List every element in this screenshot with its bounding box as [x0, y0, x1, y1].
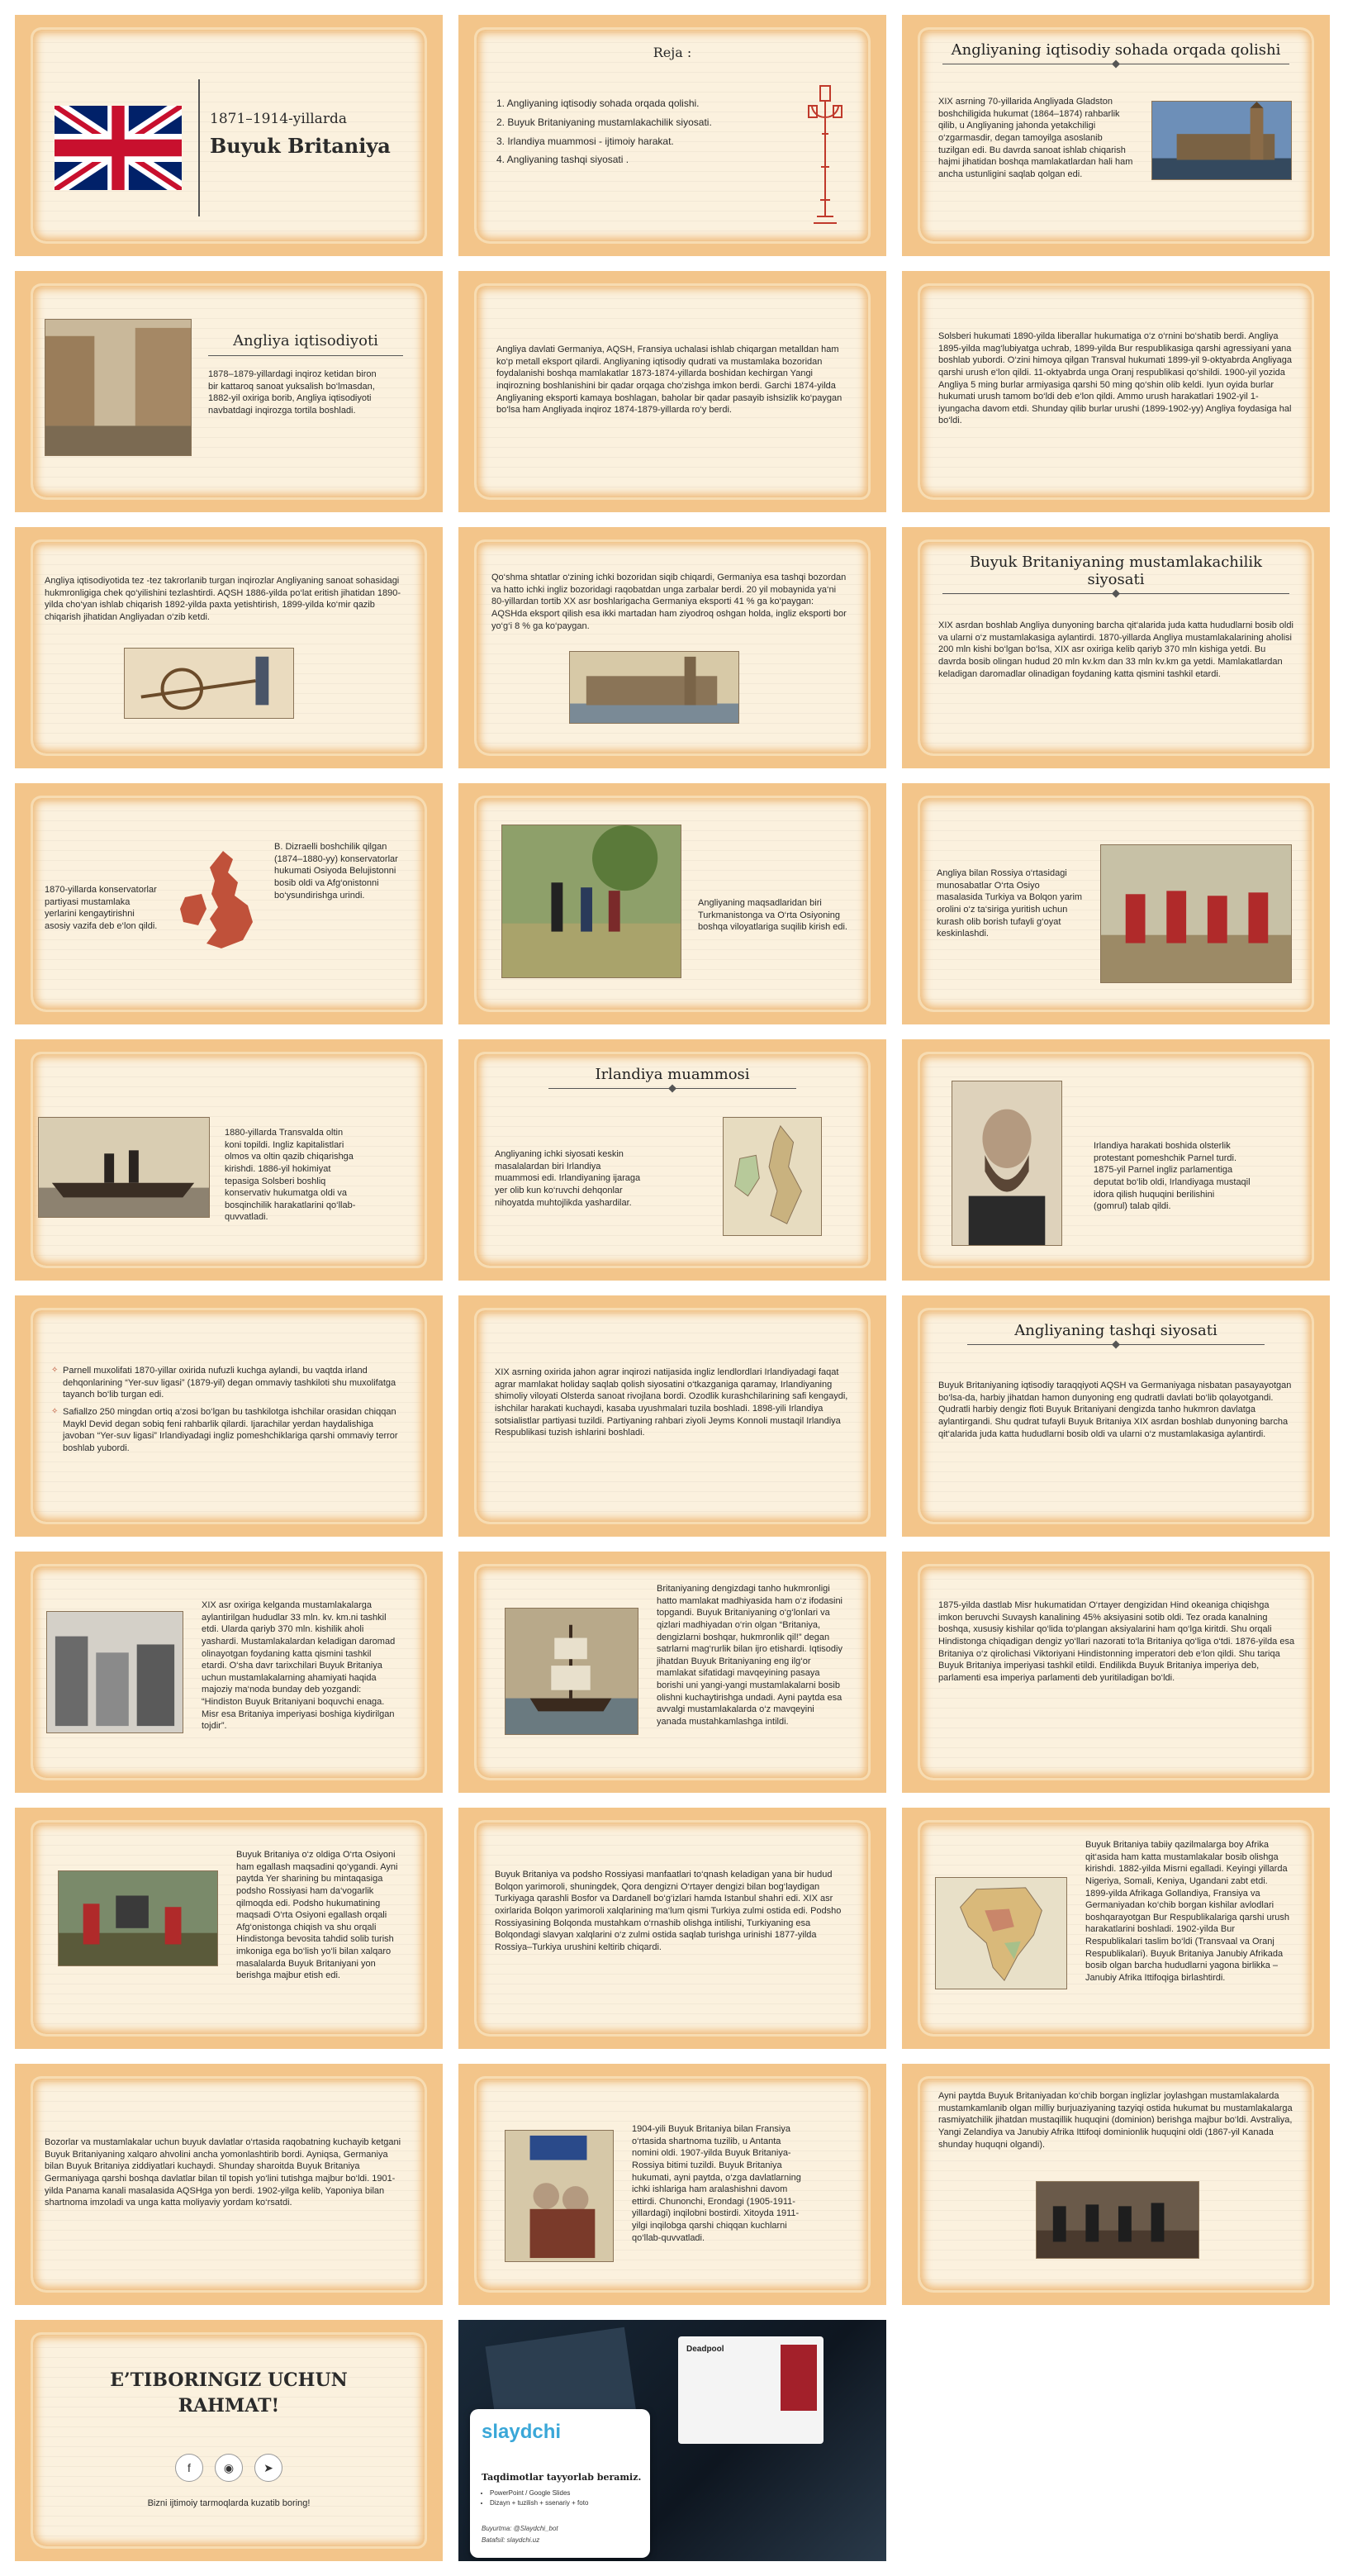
slide-text: XIX asrdan boshlab Angliya dunyoning barcha qit‘alarida juda katta hududlarni bosib oldi va ularni o‘z mustamlakasiga aylantirdi. 1870-yillarda Angliya mustamlakalarining aholisi 200 mln kishi bo‘lgan bo‘lsa, XIX asr oxiriga kelib qariyb 370 mln kishiga yetdi. Bu davrda bosib olingan hudud 20 mln kv.km dan 33 mln kv.km ga yetdi. Mamlakatlardan keladigan daromadlar olinadigan foydaning katta qismini tashkil etardi. — [938, 620, 1293, 679]
africa-map-image — [935, 1877, 1067, 1989]
slide-title: Angliya iqtisodiyoti — [233, 332, 378, 349]
slide-text: Buyuk Britaniya va podsho Rossiyasi manfaatlari to‘qnash keladigan yana bir hudud Bolqon yarimoroli, shuningdek, Qora dengizni O‘rtayer dengizi bilan bog‘laydigan Turkiyaga qarashli Bosfor va Dardanell bo‘g‘izlari hamda Istanbul shahri edi. XIX asr oxirlarida Bolqon yarimoroli xalqlarining ma‘lum qismi Turkiya zulmi ostida edi. Podsho Rossiyasining Bolqonda mustahkam o‘rnashib olishga intilishi, Turkiyaning esa Bolqondagi slavyan xalqlarini o‘z zulmi ostida saqlab turishga urinishi 1877-yilda Rossiya–Turkiya urushini keltirib chiqardi. — [495, 1870, 842, 1952]
promo-services — [490, 2488, 588, 2508]
slide-11[interactable] — [458, 783, 886, 1024]
slide-text: XIX asr oxiriga kelganda mustamlakalarga aylantirilgan hududlar 33 mln. kv. km.ni tashkil etdi. Ularda qariyb 370 mln. kishilik aholi yashardi. Mustamlakalardan keladigan daromad olinayotgan foydaning katta qismini tashkil etardi. O‘sha davr tarixchilari Buyuk Britaniya uchun mustamlakalarning ahamiyati haqida majoziy ma‘noda bunday deb yozgandi: “Hindiston Buyuk Britaniyani boquvchi enaga. Misr esa Britaniya imperiyasi boshiga kiydirilgan tojdir”. — [202, 1600, 396, 1732]
slide-text-right: B. Dizraelli boshchilik qilgan (1874–1880-yy) konservatorlar hukumati Osiyoda Belujistonni bosib oldi va Afg‘onistonni bo‘ysundirishga urindi. — [274, 842, 398, 901]
slide-13[interactable] — [15, 1039, 443, 1281]
bullet-item: ✧ Parnell muxolifati 1870-yillar oxirida nufuzli kuchga aylandi, bu vaqtda irland dehqonlarining “Yer-suv ligasi” (1879-yil) degan ommaviy tashkiloti shu muxolifatga tayanch bo‘lib turgan edi. — [51, 1365, 406, 1401]
slide-4[interactable] — [15, 271, 443, 512]
slide-title: Irlandiya muammosi — [548, 1066, 796, 1089]
slide-text: 1878–1879-yillardagi inqiroz ketidan biron bir kattaroq sanoat yuksalish bo‘lmasdan, 1882-yil oxiriga borib, Angliya iqtisodiyoti navbatdagi inqirozga tortila boshladi. — [208, 369, 377, 416]
slide-3[interactable] — [902, 15, 1330, 256]
ireland-map-image — [723, 1117, 822, 1236]
slide-main-title: Buyuk Britaniya — [210, 134, 391, 158]
slide-text: Irlandiya harakati boshida olsterlik protestant pomeshchik Parnel turdi. 1875-yil Parnel ingliz parlamentiga deputat bo‘lib oldi, Irlandiyaga mustaqil idora qilish huquqini berilishini (gomrul) talab qildi. — [1094, 1141, 1251, 1212]
promo-contact-bot[interactable]: Buyurtma: @Slaydchi_bot — [482, 2525, 558, 2532]
slide-text-left: 1870-yillarda konservatorlar partiyasi mustamlaka yerlarini kengaytirishni asosiy vazifa deb e‘lon qildi. — [45, 885, 158, 931]
slide-text: 1880-yillarda Transvalda oltin koni topildi. Ingliz kapitalistlari olmos va oltin qazib chiqarishga kirishdi. 1886-yil hokimiyat tepasiga Solsberi boshliq konservativ hukumatga oldi va bosqinchilik harakatlarini qo‘llab-quvvatladi. — [225, 1128, 356, 1223]
slide-24[interactable] — [902, 1808, 1330, 2049]
slide-7[interactable] — [15, 527, 443, 768]
promo-mockup-card — [678, 2336, 824, 2444]
britain-map-icon — [173, 848, 273, 955]
slide-19[interactable] — [15, 1552, 443, 1793]
slide-text: Solsberi hukumati 1890-yilda liberallar hukumatiga o‘z o‘rnini bo‘shatib berdi. Angliya 1895-yilda mag‘lubiyatga uchrab, 1899-yilda Bur respublikasiga qarshi agressiyani yana boshlab yubordi. O‘zini himoya qilgan Transval hukumati 1899-yil 9-oktyabrda Angliyaga qarshi urush e‘lon qildi. 11-oktyabrda unga Oranj respublikasi qo‘shildi. 1900-yil yozida Angliya 5 ming burlar armiyasiga qarshi 50 ming qo‘shin olib keldi. Iyun oyida burlar hukumati urush tamom bo‘ldi deb e‘lon qildi. Ammo urush harakatlari 1902-yil 1-iyungacha davom etdi. Shunday qilib burlar urushi (1899-1902-yy) Angliya foydasiga hal bo‘ldi. — [938, 331, 1293, 426]
promo-card-title: Deadpool — [686, 2345, 724, 2354]
plan-item: 4. Angliyaning tashqi siyosati . — [496, 154, 629, 166]
slide-18[interactable] — [902, 1295, 1330, 1537]
facebook-icon[interactable]: f — [175, 2454, 203, 2482]
slide-5[interactable] — [458, 271, 886, 512]
slide-29-promo[interactable] — [458, 2320, 886, 2561]
social-caption: Bizni ijtimoiy tarmoqlarda kuzatib boring! — [147, 2498, 311, 2508]
steamship-image — [38, 1117, 210, 1218]
slide-9[interactable] — [902, 527, 1330, 768]
plan-list — [496, 94, 761, 169]
cavalry-painting — [1100, 844, 1292, 983]
title-underline — [208, 355, 403, 356]
slide-text: 1904-yili Buyuk Britaniya bilan Fransiya o‘rtasida shartnoma tuzilib, u Antanta nomini oldi. 1907-yilda Buyuk Britaniya-Rossiya bitimi tuzildi. Buyuk Britaniya hukumati, ayni paytda, o‘zga davlatlarning ichki ishlariga ham aralashishni davom ettirdi. Chunonchi, Erondagi (1905-1911-yillardagi) inqilobni bostirdi. Xitoyda 1911-yilgi inqilobga qarshi chiqqan kuchlarni qo‘llab-quvvatladi. — [632, 2124, 801, 2243]
uk-flag-image — [55, 106, 182, 190]
slide-text: Buyuk Britaniya tabiiy qazilmalarga boy Afrika qit‘asida ham katta mustamlakalar bosib olishga kirishdi. 1882-yilda Misrni egalladi. Keyingi yillarda Nigeriya, Somali, Keniya, Ugandani zabt etdi. 1899-yilda Afrikaga Gollandiya, Fransiya va Germaniyadan ko‘chib borgan kishilar avlodlari boshqarayotgan Bur Respublikalariga qarshi urush harakatlarini boshladi. 1902-yilda Bur Respublikalari taslim bo‘ldi (Transvaal va Oranj Respublikalari). Buyuk Britaniya Janubiy Afrikada bosib olgan barcha hududlarni yagona birlikka – Janubiy Afrika Ittifoqiga birlashtirdi. — [1085, 1840, 1290, 1983]
slide-28[interactable] — [15, 2320, 443, 2561]
slide-16[interactable] — [15, 1295, 443, 1537]
london-street-painting — [45, 319, 192, 456]
slide-text: XIX asrning 70-yillarida Angliyada Gladston boshchiligida hukumat (1864–1874) rahbarlik qilib, u Angliyaning jahonda yetakchiligi o‘zgarmasdir, degan tamoyilga asoslanib tuzilgan edi. Bu davrda sanoat ishlab chiqarish hajmi jihatidan boshqa mamlakatlardan hali ham ancha ustunligini saqlab qolgan edi. — [938, 97, 1133, 179]
slide-title: Angliyaning iqtisodiy sohada orqada qolishi — [942, 41, 1289, 64]
slide-14[interactable] — [458, 1039, 886, 1281]
slide-21[interactable] — [902, 1552, 1330, 1793]
plan-item: 1. Angliyaning iqtisodiy sohada orqada qolishi. — [496, 97, 700, 109]
slide-text: Angliya bilan Rossiya o‘rtasidagi munosabatlar O‘rta Osiyo masalasida Turkiya va Bolqon yarim orolini o‘z ta‘siriga yuritish uchun kurash olib borish tufayli g‘oyat keskinlashdi. — [937, 868, 1083, 939]
plan-item: 2. Buyuk Britaniyaning mustamlakachilik siyosati. — [496, 116, 712, 128]
bullet-item: ✧ Safiallzo 250 mingdan ortiq a‘zosi bo‘lgan bu tashkilotga ishchilar orasidan chiqqan Maykl Devid degan sobiq feni rahbarlik qilardi. Ijarachilar yerdan haydalishiga javoban “Yer-suv ligasi” Irlandiyadagi ingliz pomeshchiklariga qarshi ommaviy terror boshlab yubordi. — [51, 1406, 406, 1455]
slide-23[interactable] — [458, 1808, 886, 2049]
city-engraving — [46, 1611, 183, 1733]
slide-grid — [15, 15, 1330, 2561]
slide-text: Ayni paytda Buyuk Britaniyadan ko‘chib borgan inglizlar joylashgan mustamlakalarda mustamkamlanib olgan milliy burjuaziyaning tazyiqi ostida hukumat bu mustamlakalarga rasmiyatchilik jihatdan mustaqillik huquqini (dominion) berishga majbur bo‘ldi. Avstraliya, Yangi Zelandiya va Janubiy Afrika Ittifoqi dominionlik huquqini oldi (1867-yil Kanada shunday huquqni olgandi). — [938, 2091, 1293, 2150]
slide-text: XIX asrning oxirida jahon agrar inqirozi natijasida ingliz lendlordlari Irlandiyadagi faqat agrar mamlakat holiday saqlab qolish siyosatini o‘tkazganiga qaramay, Irlandiyaning shimoliy viloyati Olsterda sanoat rivojlana bordi. Ozodlik kurashchilarining safi kengaydi, ishchilar harakati kuchaydi, kasaba uyushmalari tuzila boshladi. 1898-yili Irlandiya sotsialistlar partiyasi tuzildi. Partiyaning rahbari ziyoli Jeyms Konnoli mustaqil Irlandiya Respublikasi tuzish ishlarini boshladi. — [495, 1367, 848, 1438]
promo-info-card — [470, 2409, 650, 2558]
slide-text: Buyuk Britaniya o‘z oldiga O‘rta Osiyoni ham egallash maqsadini qo‘ygandi. Ayni paytda Yer sharining bu mintaqasiga podsho Rossiyasi ham da‘vogarlik qilmoqda edi. Podsho hukumatining maqsadi O‘rta Osiyoni egallash orqali Afg‘onistonga chiqish va shu orqali Hindistonga bevosita tahdid solib turish imkoniga ega bo‘lish yo‘li bilan xalqaro masalalarda Buyuk Britaniyani yon berishga majbur etish edi. — [236, 1850, 398, 1981]
street-lamp-icon — [807, 84, 843, 225]
slide-text: 1875-yilda dastlab Misr hukumatidan O‘rtayer dengizidan Hind okeaniga chiqishga imkon beruvchi Suvaysh kanalining 45% aksiyasini sotib oldi. Tez orada kanalning boshqa, xususiy kishilar qo‘lida to‘plangan aksiyalarini ham qo‘lga kiritdi. Shu orqali Hindistonga chiqadigan dengiz yo‘llari nazorati to‘la Britaniya qo‘liga o‘tdi. 1876-yilda esa Britaniya o‘z qirolichasi Viktoriyani Hindistonning imperatori deb e‘lon qildi. Shu tariqa Buyuk Britaniya imperiyasi tashkil etildi. Endilikda Buyuk Britaniya imperiya deb, parlamenti esa imperiya parlamenti deb yuritiladigan bo‘ldi. — [938, 1600, 1295, 1683]
thank-you-title: E’TIBORINGIZ UCHUN RAHMAT! — [110, 2369, 348, 2417]
slide-text: Angliya iqtisodiyotida tez -tez takrorlanib turgan inqirozlar Angliyaning sanoat sohasidagi hukmronligiga chek qo‘yilishini tezlashtirdi. AQSH 1886-yilda po‘lat eritish jihatidan 1890-yilda cho‘yan ishlab chiqarish 1892-yilda paxta yetishtirish, 1899-yilda ko‘mir qazib chiqarish jihatidan Angliyadan o‘zib ketdi. — [45, 576, 401, 622]
promo-headline: Taqdimotlar tayyorlab beramiz. — [482, 2472, 642, 2483]
telegram-icon[interactable]: ➤ — [254, 2454, 282, 2482]
brand-logo: slaydchi — [482, 2421, 562, 2443]
slide-26[interactable] — [458, 2064, 886, 2305]
westminster-painting — [569, 651, 739, 724]
slide-years: 1871–1914-yillarda — [210, 111, 347, 127]
promo-service-item: • PowerPoint / Google Slides — [490, 2488, 588, 2498]
slide-27[interactable] — [902, 2064, 1330, 2305]
slide-12[interactable] — [902, 783, 1330, 1024]
soldiers-painting — [501, 825, 681, 978]
slide-25[interactable] — [15, 2064, 443, 2305]
slide-15[interactable] — [902, 1039, 1330, 1281]
promo-contact-site[interactable]: Batafsil: slaydchi.uz — [482, 2536, 540, 2544]
bullet-list — [51, 1365, 406, 1459]
slide-1[interactable] — [15, 15, 443, 256]
parnell-portrait — [952, 1081, 1062, 1246]
slide-title: Buyuk Britaniyaning mustamlakachilik siyosati — [942, 554, 1289, 594]
entente-poster — [505, 2130, 614, 2262]
slide-text: Angliya davlati Germaniya, AQSH, Fransiya uchalasi ishlab chiqargan metalldan ham ko‘p metall eksport qilardi. Angliyaning iqtisodiy qudrati va mustamlaka bozoridan foydalanishi boshqa mamlakatlar 1873-1874-yillarda boshidan kechirgan Yangi inqirozning boshlanishini bir qadar orqaga cho‘zishga imkon berdi. Garchi 1874-yilda Angliyaning eksporti kamaya boshlagan, baholar bir qadar pasayib ishsizlik ko‘paygan bo‘lsa ham Angliyada inqiroz 1874-1879-yillarda ro‘y berdi. — [496, 345, 842, 416]
battle-painting — [58, 1870, 218, 1966]
slide-text: Angliyaning ichki siyosati keskin masalalardan biri Irlandiya muammosi edi. Irlandiyaning ijaraga yer olib kun ko‘ruvchi dehqonlar nihoyatda muhtojlikda yashardilar. — [495, 1149, 641, 1208]
slide-8[interactable] — [458, 527, 886, 768]
plough-illustration — [124, 648, 294, 719]
slide-text: Angliyaning maqsadlaridan biri Turkmanistonga va O‘rta Osiyoning boshqa viloyatlariga suqilib kirish edi. — [698, 898, 847, 933]
slide-text: Bozorlar va mustamlakalar uchun buyuk davlatlar o‘rtasida raqobatning kuchayib ketgani Buyuk Britaniyaning xalqaro ahvolini ancha yomonlashtirib bordi. Ayniqsa, Germaniya bilan Buyuk Britaniya ziddiyatlari kuchaydi. Shunday sharoitda Buyuk Britaniya Germaniyaga qarshi boshqa davlatlar bilan til topish yo‘lini tutishga majbur bo‘ldi. 1901-yilda Panama kanali masalasida AQSHga yon berdi. 1902-yilga kelib, Yaponiya bilan shartnoma imzoladi va unga katta moliyaviy yordam ko‘rsatdi. — [45, 2137, 401, 2208]
slide-title: Angliyaning tashqi siyosati — [967, 1322, 1265, 1345]
promo-card-image — [781, 2345, 817, 2411]
slide-text: Buyuk Britaniyaning iqtisodiy taraqqiyoti AQSH va Germaniyaga nisbatan pasayayotgan bo‘lsa-da, harbiy jihatdan hamon dunyoning eng qudratli davlati bo‘lib qolayotgandi. Qudratli harbiy dengiz floti Buyuk Britaniyani dengizda tanho hukmron davlatga aylantirgandi. Shu qudrat tufayli Buyuk Britaniya XIX asrdan boshlab dunyoning barcha qit‘alarida juda katta hududlarni bosib oldi va ularni o‘z mustamlakasiga aylantirdi. — [938, 1381, 1292, 1439]
slide-10[interactable] — [15, 783, 443, 1024]
social-links — [33, 2454, 425, 2482]
promo-service-item: • Dizayn + tuzilish + ssenariy + foto — [490, 2498, 588, 2508]
slide-17[interactable] — [458, 1295, 886, 1537]
plan-title: Reja : — [653, 45, 692, 60]
warship-painting — [505, 1608, 638, 1735]
title-divider — [198, 79, 200, 216]
slide-text: Britaniyaning dengizdagi tanho hukmronligi hatto mamlakat madhiyasida ham o‘z ifodasini topgandi. Buyuk Britaniyaning o‘g‘lonlari va qizlari madhiyadan o‘rin olgan “Britaniya, dengizlarni boshqar, hukmronlik qil!” degan satrlarni mag‘rurlik bilan ijro etishardi. Iqtisodiy jihatdan Buyuk Britaniyaning eng ilg‘or mamlakat sifatidagi mavqeyining pasaya borishi uni yangi-yangi mustamlakalarni bosib olishni kuchaytirishga undadi. Ayni paytda esa avvalgi mustamlakalarda o‘z mavqeyini yanada mustahkamlashga intildi. — [657, 1584, 843, 1727]
instagram-icon[interactable]: ◉ — [215, 2454, 243, 2482]
plan-item: 3. Irlandiya muammosi - ijtimoiy harakat. — [496, 135, 674, 147]
slide-6[interactable] — [902, 271, 1330, 512]
imperial-conference-photo — [1036, 2181, 1199, 2259]
slide-22[interactable] — [15, 1808, 443, 2049]
slide-2[interactable] — [458, 15, 886, 256]
parliament-image — [1151, 101, 1292, 180]
slide-20[interactable] — [458, 1552, 886, 1793]
slide-text: Qo‘shma shtatlar o‘zining ichki bozoridan siqib chiqardi, Germaniya esa tashqi bozordan va hatto ichki ingliz bozoridagi raqobatdan unga zarbalar berdi. 20 yil mobaynida ya‘ni 80-yillardan tortib XX asr boshlarigacha Germaniya eksporti 41 % ga ko‘paygan: AQSHda eksport qilish esa ikki martadan ham ziyodroq oshgan holda, ingliz eksporti bor yo‘g‘i 8 % ga ko‘paygan. — [491, 573, 847, 631]
